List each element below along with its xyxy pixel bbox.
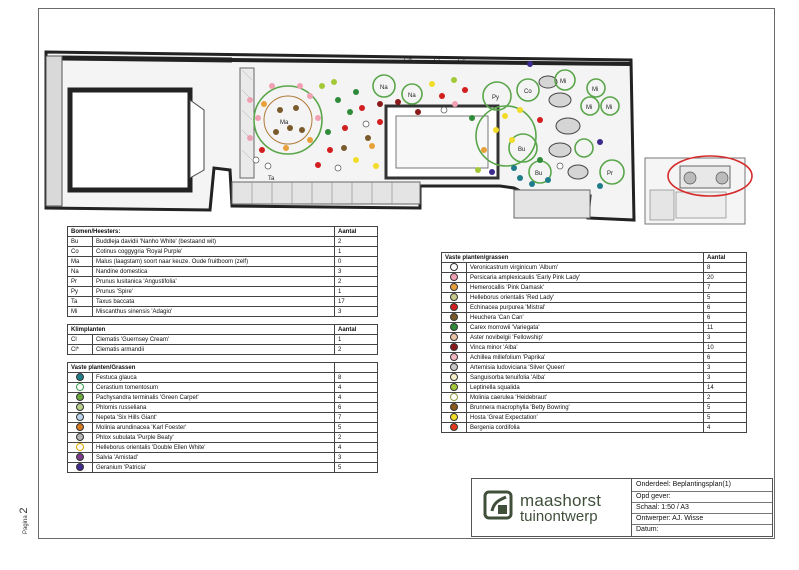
plant-symbol-icon	[450, 343, 458, 351]
plant-symbol-icon	[450, 293, 458, 301]
legend-row: Nepeta 'Six Hills Giant' 7	[68, 413, 378, 423]
plant-symbol-icon	[76, 373, 84, 381]
plant-symbol-icon	[450, 393, 458, 401]
legend-row: Molinia arundinacea 'Karl Foester' 5	[68, 423, 378, 433]
plant-symbol-icon	[450, 413, 458, 421]
svg-text:Ta: Ta	[268, 176, 275, 182]
legend-row: Na Nandine domestica 3	[68, 267, 378, 277]
legend-row: Py Prunus 'Spire' 1	[68, 287, 378, 297]
plant-symbol-icon	[450, 333, 458, 341]
plant-symbol-icon	[450, 373, 458, 381]
legend-row: Ta Taxus baccata 17	[68, 297, 378, 307]
legend-row: Cerastium tomentosum 4	[68, 383, 378, 393]
svg-text:Mi: Mi	[592, 87, 599, 93]
legend-section-header: Klimplanten Aantal	[68, 325, 378, 335]
svg-text:Mi: Mi	[586, 105, 593, 111]
plant-symbol-icon	[450, 383, 458, 391]
plant-symbol-icon	[76, 443, 84, 451]
legend-row: Helleborus orientalis 'Red Lady' 5	[442, 293, 747, 303]
title-block	[471, 478, 773, 537]
legend-row: Artemisia ludoviciana 'Silver Queen' 3	[442, 363, 747, 373]
legend-row: Bu Buddleja davidii 'Nanho White' (bestaand wit) 2	[68, 237, 378, 247]
plant-symbol-icon	[450, 273, 458, 281]
svg-text:Bu: Bu	[518, 147, 526, 153]
plant-symbol-icon	[450, 353, 458, 361]
tb-datum: Datum:	[636, 526, 659, 533]
plant-symbol-icon	[76, 403, 84, 411]
legend-section-header: Vaste planten/Grassen	[68, 363, 378, 373]
plant-symbol-icon	[76, 413, 84, 421]
legend-row: Co Cotinus coggygria 'Royal Purple' 1	[68, 247, 378, 257]
plant-symbol-icon	[76, 463, 84, 471]
legend-perennials-grasses	[441, 252, 747, 433]
plant-symbol-icon	[76, 383, 84, 391]
legend-row: Vinca minor 'Alba' 10	[442, 343, 747, 353]
legend-row: Festuca glauca 8	[68, 373, 378, 383]
tb-ontwerper: Ontwerper: AJ. Wisse	[636, 515, 704, 522]
legend-row: Leptinella squalida 14	[442, 383, 747, 393]
tb-schaal: Schaal: 1:50 / A3	[636, 504, 689, 511]
legend-row: Carex morrowii 'Variegata' 11	[442, 323, 747, 333]
legend-row: Hosta 'Great Expectation' 5	[442, 413, 747, 423]
brand-name: maashorst	[520, 491, 602, 510]
plant-symbol-icon	[450, 423, 458, 431]
legend-row: Heuchera 'Can Can' 6	[442, 313, 747, 323]
tb-onderdeel: Onderdeel: Beplantingsplan(1)	[636, 481, 731, 488]
svg-text:Pr: Pr	[607, 171, 613, 177]
svg-text:Co: Co	[524, 89, 532, 95]
legend-row: Achillea millefolium 'Paprika' 6	[442, 353, 747, 363]
legend-row: Mi Miscanthus sinensis 'Adagio' 3	[68, 307, 378, 317]
legend-row: Persicaria amplexicaulis 'Early Pink Lady' 20	[442, 273, 747, 283]
plant-symbol-icon	[76, 433, 84, 441]
legend-row: Ma Malus (laagstam) soort naar keuze. Oude fruitboom (zelf) 0	[68, 257, 378, 267]
legend-row: Phlomis russeliana 6	[68, 403, 378, 413]
svg-text:Ma: Ma	[280, 120, 289, 126]
svg-text:Cl*: Cl*	[404, 58, 413, 64]
legend-row: Phlox subulata 'Purple Beaty' 2	[68, 433, 378, 443]
legend-row: Pachysandra terminalis 'Green Carpet' 4	[68, 393, 378, 403]
legend-row: Echinacea purpurea 'Mistral' 6	[442, 303, 747, 313]
plant-symbol-icon	[76, 393, 84, 401]
svg-text:Na: Na	[408, 93, 416, 99]
svg-text:Na: Na	[380, 85, 388, 91]
legend-row: Aster novibelgii 'Fellowship' 3	[442, 333, 747, 343]
svg-text:Mi: Mi	[606, 105, 613, 111]
legend-row: Helleborus orientalis 'Double Ellen White' 4	[68, 443, 378, 453]
company-logo	[472, 479, 632, 536]
legend-trees-climbers-perennials	[67, 226, 378, 473]
plant-symbol-icon	[76, 423, 84, 431]
legend-section-header: Bomen/Heesters: Aantal	[68, 227, 378, 237]
legend-section-header: Vaste planten/grassen Aantal	[442, 253, 747, 263]
legend-row: Bergenia cordifolia 4	[442, 423, 747, 433]
legend-row: Cl* Clematis armandii 2	[68, 345, 378, 355]
svg-text:Bu: Bu	[535, 171, 543, 177]
svg-text:Py: Py	[492, 95, 500, 101]
plant-symbol-icon	[450, 403, 458, 411]
plant-symbol-icon	[450, 313, 458, 321]
brand-subname: tuinontwerp	[520, 508, 598, 525]
legend-row: Hemerocallis 'Pink Damask' 7	[442, 283, 747, 293]
legend-row: Veronicastrum virginicum 'Album' 8	[442, 263, 747, 273]
plant-symbol-icon	[450, 363, 458, 371]
page-number-label: Pagina 2	[18, 507, 30, 534]
svg-text:Cl*: Cl*	[458, 58, 467, 64]
plant-symbol-icon	[450, 263, 458, 271]
legend-row: Molinia caerulea 'Heidebraut' 2	[442, 393, 747, 403]
svg-text:Cl: Cl	[434, 58, 440, 64]
shed-block	[70, 90, 190, 190]
plant-symbol-icon	[450, 283, 458, 291]
logo-mark-icon	[482, 489, 514, 521]
plant-symbol-icon	[76, 453, 84, 461]
tb-opdrachtgever: Opd gever:	[636, 493, 671, 500]
plant-symbol-icon	[450, 303, 458, 311]
legend-row: Geranium 'Patricia' 5	[68, 463, 378, 473]
legend-row: Sanguisorba tenuifolia 'Alba' 3	[442, 373, 747, 383]
garden-plan	[0, 0, 799, 230]
legend-row: Pr Prunus lusitanica 'Angustifolia' 2	[68, 277, 378, 287]
legend-row: Salvia 'Amistad' 3	[68, 453, 378, 463]
plant-symbol-icon	[450, 323, 458, 331]
legend-row: Brunnera macrophylla 'Betty Bowring' 5	[442, 403, 747, 413]
svg-text:Mi: Mi	[560, 79, 567, 85]
legend-row: Cl Clematis 'Guernsey Cream' 1	[68, 335, 378, 345]
